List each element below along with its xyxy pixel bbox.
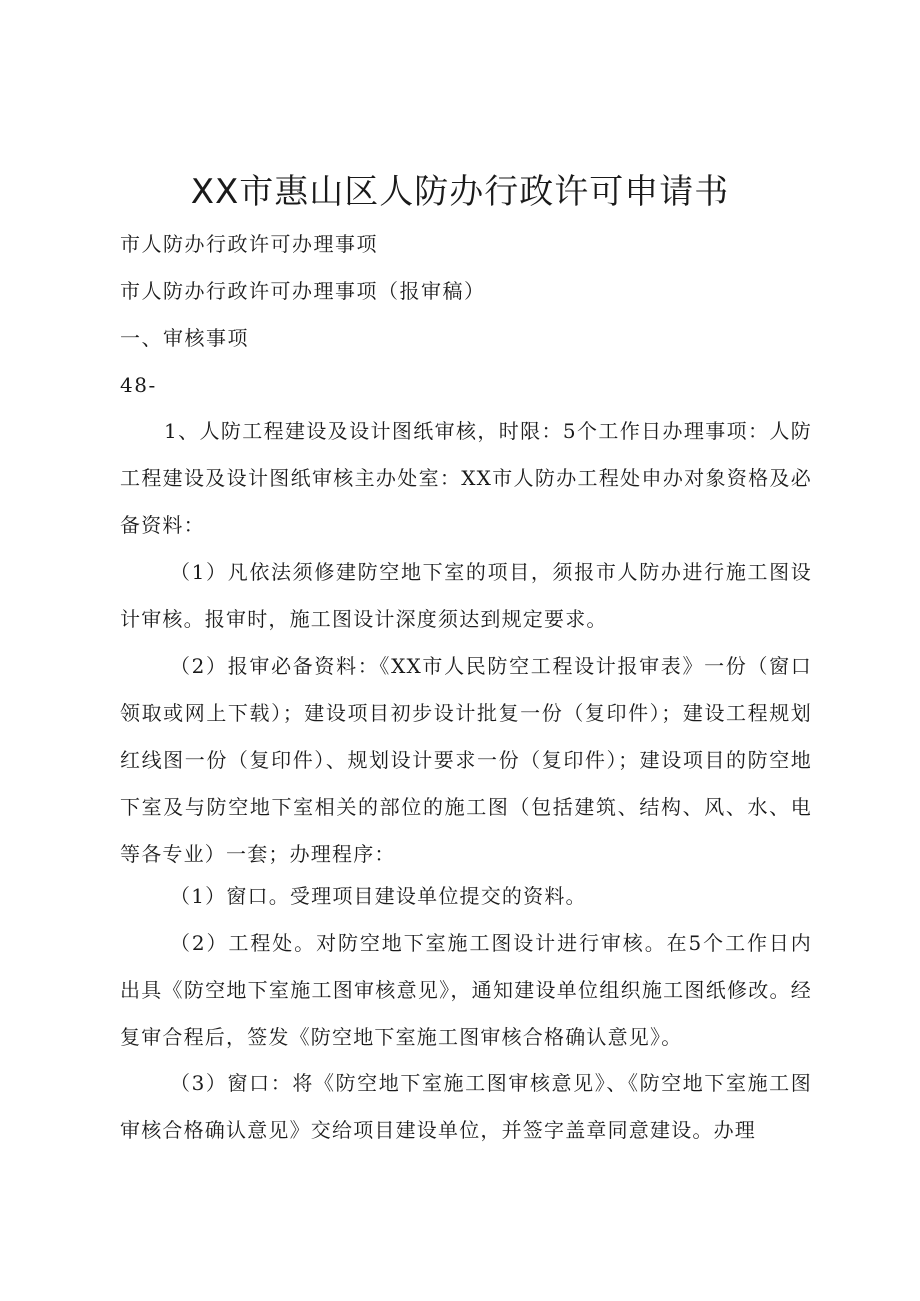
procedure-step-1: （1）窗口。受理项目建设单位提交的资料。 (170, 884, 587, 908)
paragraph-sub-2: （2）报审必备资料：《XX市人民防空工程设计报审表》一份（窗口领取或网上下载）；建设项目初步设计批复一份（复印件）；建设工程规划红线图一份（复印件）、规划设计要求一份（复印件）；建设项目的防空地下室及与防空地下室相关的部位的施工图（包括建筑、结构、风、水、电等各专业）一套；办理程序： (120, 654, 812, 866)
section-heading: 一、审核事项 (120, 326, 249, 350)
procedure-step-3: （3）窗口：将《防空地下室施工图审核意见》、《防空地下室施工图审核合格确认意见》交给项目建设单位，并签字盖章同意建设。办理 (120, 1071, 812, 1142)
paragraph-item-1: 1、人防工程建设及设计图纸审核，时限：5个工作日办理事项：人防工程建设及设计图纸审核主办处室：XX市人防办工程处申办对象资格及必备资料： (120, 419, 812, 537)
document-title: XX市惠山区人防办行政许可申请书 (190, 172, 730, 212)
subtitle-line-2: 市人防办行政许可办理事项（报审稿） (120, 279, 486, 303)
page-marker: 48- (120, 373, 157, 397)
procedure-step-2: （2）工程处。对防空地下室施工图设计进行审核。在5个工作日内出具《防空地下室施工图审核意见》，通知建设单位组织施工图纸修改。经复审合程后，签发《防空地下室施工图审核合格确认意见》。 (120, 931, 812, 1049)
subtitle-line-1: 市人防办行政许可办理事项 (120, 232, 378, 256)
paragraph-sub-1: （1）凡依法须修建防空地下室的项目，须报市人防办进行施工图设计审核。报审时，施工图设计深度须达到规定要求。 (120, 560, 812, 631)
